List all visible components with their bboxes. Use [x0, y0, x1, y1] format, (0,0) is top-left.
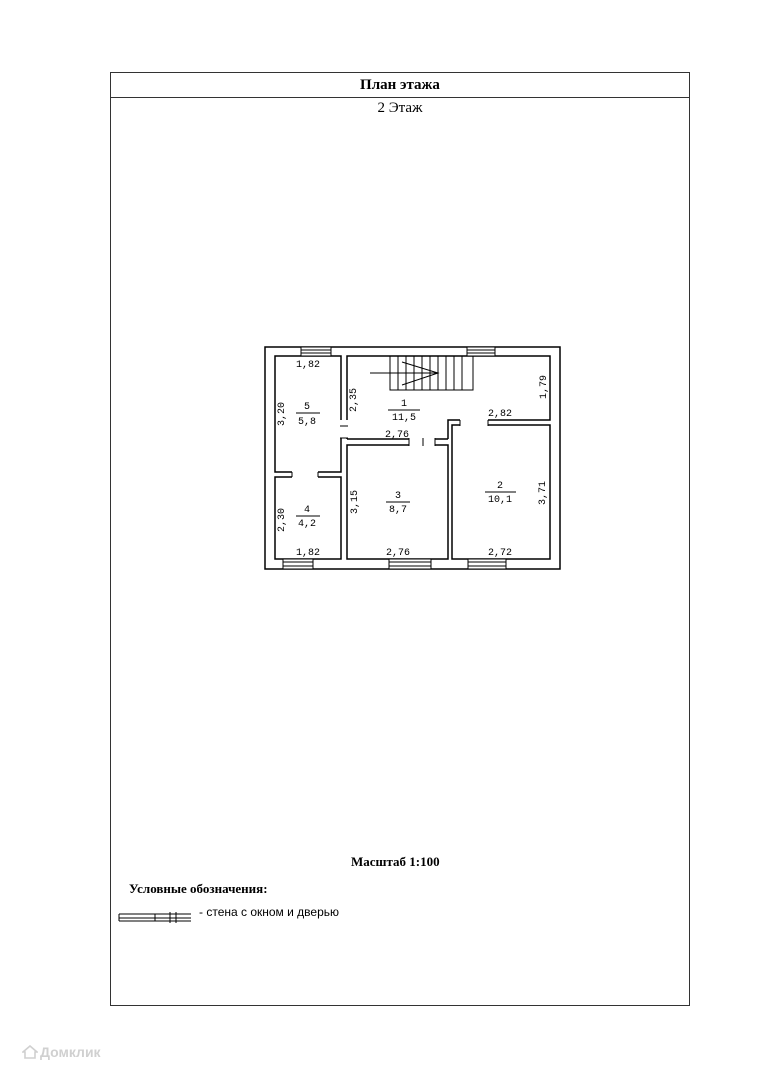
dim-room-5-height: 3,20 [277, 401, 288, 427]
window-room-4 [283, 559, 313, 569]
dim-room-4-width: 1,82 [295, 548, 321, 559]
dim-room-2-width: 2,72 [487, 548, 513, 559]
window-room-3 [389, 559, 431, 569]
building-outline [265, 347, 560, 569]
room-1-number: 1 [400, 399, 408, 410]
legend-wall-symbol [119, 912, 191, 923]
dim-room-4-height: 2,30 [277, 507, 288, 533]
room-5-area: 5,8 [297, 417, 317, 428]
dim-room-2-height: 3,71 [538, 480, 549, 506]
watermark-text: Домклик [40, 1044, 101, 1060]
door-room-5-1 [340, 420, 348, 438]
floor-label: 2 Этаж [377, 100, 423, 116]
room-2-area: 10,1 [487, 495, 513, 506]
dim-room-3-width: 2,76 [385, 548, 411, 559]
room-4-area: 4,2 [297, 519, 317, 530]
room-3-number: 3 [394, 491, 402, 502]
door-room-1-2 [460, 419, 488, 426]
scale-label: Масштаб 1:100 [351, 854, 440, 869]
room-3-area: 8,7 [388, 505, 408, 516]
window-room-5 [301, 347, 331, 356]
dim-room-3-height: 3,15 [350, 489, 361, 515]
room-5-number: 5 [303, 402, 311, 413]
window-room-1 [467, 347, 495, 356]
dim-room-1-right-height: 1,79 [539, 374, 550, 400]
room-1-outline [347, 356, 550, 439]
staircase [370, 356, 473, 390]
legend-title: Условные обозначения: [129, 881, 268, 896]
door-room-5-4 [292, 471, 318, 478]
dim-room-1-bottom-width: 2,76 [384, 430, 410, 441]
dim-room-5-width: 1,82 [295, 360, 321, 371]
dim-room-1-step-width: 2,82 [487, 409, 513, 420]
watermark [22, 1044, 101, 1060]
dim-room-1-stair-height: 2,35 [349, 387, 360, 413]
window-room-2 [468, 559, 506, 569]
room-4-number: 4 [303, 505, 311, 516]
room-1-area: 11,5 [391, 413, 417, 424]
room-2-number: 2 [496, 481, 504, 492]
door-room-1-3 [409, 438, 435, 446]
sheet-title: План этажа [111, 73, 689, 98]
house-icon [22, 1045, 38, 1059]
legend-item-text: - стена с окном и дверью [199, 905, 340, 919]
